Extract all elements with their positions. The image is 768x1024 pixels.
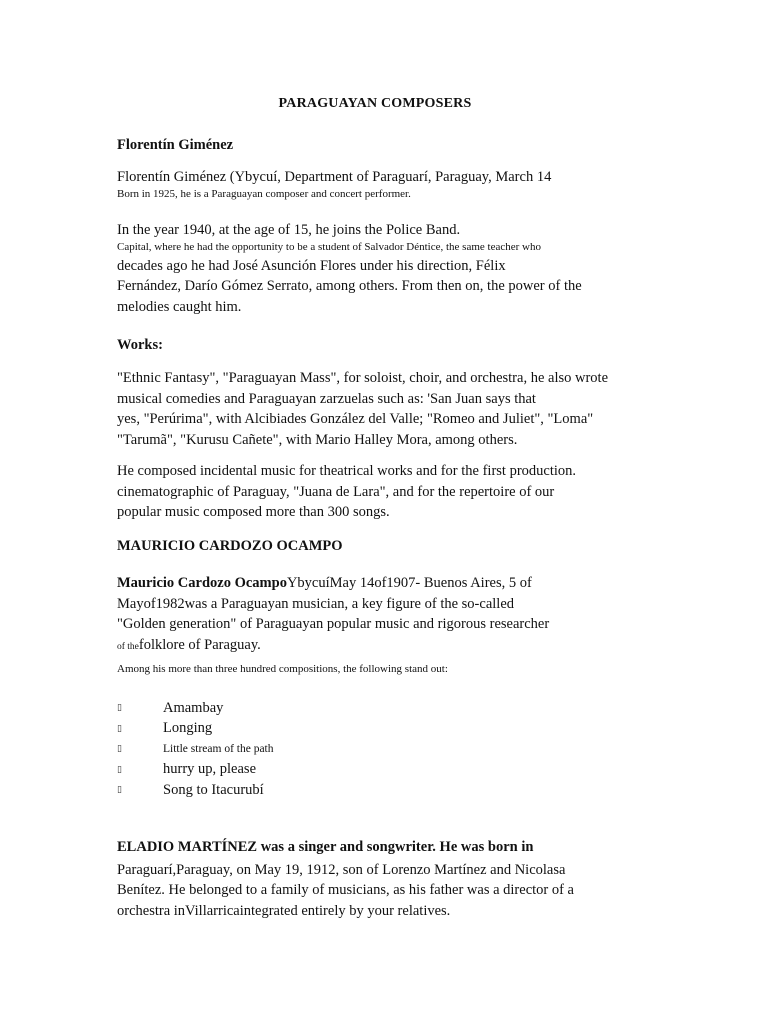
paragraph-mauricio-bio <box>117 573 657 657</box>
text-span: folklore of Paraguay. <box>138 636 261 653</box>
section-heading-mauricio <box>117 536 657 557</box>
heading-text: MAURICIO CARDOZO OCAMPO <box>117 538 343 554</box>
text-line: Benítez. He belonged to a family of musicians, as his father was a director of a <box>117 882 574 898</box>
text-line: Fernández, Darío Gómez Serrato, among others. From then on, the power of the <box>117 278 582 294</box>
paragraph-incidental-music <box>117 461 657 523</box>
list-item <box>117 719 517 740</box>
text-span: YbycuíMay 14of1907- Buenos Aires, 5 of <box>286 575 532 591</box>
text-line: ELADIO MARTÍNEZ was a singer and songwriter. He was born in <box>117 839 534 855</box>
text-line: Florentín Giménez (Ybycuí, Department of Paraguarí, Paraguay, March 14 <box>117 169 552 185</box>
text-line: He composed incidental music for theatrical works and for the first production. <box>117 463 577 479</box>
heading-text: Florentín Giménez <box>117 137 234 153</box>
list-item-text: Longing <box>163 720 213 737</box>
text-line: popular music composed more than 300 songs. <box>117 504 390 520</box>
list-item-text: hurry up, please <box>163 761 257 778</box>
text-line: "Golden generation" of Paraguayan popular music and rigorous researcher <box>117 616 550 632</box>
text-line <box>117 635 657 658</box>
text-line: "Tarumã", "Kurusu Cañete", with Mario Halley Mora, among others. <box>117 431 518 448</box>
paragraph-police-band <box>117 220 657 317</box>
list-item-text: Song to Itacurubí <box>163 781 264 798</box>
text-line: cinematographic of Paraguay, "Juana de Lara", and for the repertoire of our <box>117 483 555 500</box>
list-item <box>117 739 517 760</box>
page-title: PARAGUAYAN COMPOSERS <box>278 96 472 111</box>
bullet-icon: ▯ <box>117 703 122 714</box>
bullet-icon: ▯ <box>117 744 122 755</box>
text-line: musical comedies and Paraguayan zarzuelas such as: 'San Juan says that <box>117 390 536 407</box>
works-heading <box>117 335 657 356</box>
compositions-list <box>117 698 517 801</box>
paragraph-birth <box>117 167 657 203</box>
heading-text: Works: <box>117 337 163 353</box>
text-line: "Ethnic Fantasy", "Paraguayan Mass", for soloist, choir, and orchestra, he also wrote <box>117 370 609 386</box>
text-line <box>117 573 657 594</box>
text-line: melodies caught him. <box>117 298 242 315</box>
text-line: Paraguarí,Paraguay, on May 19, 1912, son of Lorenzo Martínez and Nicolasa <box>117 861 566 878</box>
text-line: Among his more than three hundred compositions, the following stand out: <box>117 663 448 675</box>
compositions-intro <box>117 660 657 678</box>
text-line: Capital, where he had the opportunity to be a student of Salvador Déntice, the same teacher who <box>117 240 541 253</box>
person-name: Mauricio Cardozo Ocampo <box>117 575 287 591</box>
text-line: In the year 1940, at the age of 15, he joins the Police Band. <box>117 222 461 238</box>
list-item-text: Little stream of the path <box>163 743 274 756</box>
bullet-icon: ▯ <box>117 785 122 796</box>
bullet-icon: ▯ <box>117 723 122 734</box>
list-item <box>117 698 517 719</box>
text-line: orchestra inVillarricaintegrated entirely by your relatives. <box>117 902 451 919</box>
bullet-icon: ▯ <box>117 764 122 775</box>
paragraph-eladio <box>117 837 657 921</box>
section-heading-florentin <box>117 135 657 156</box>
list-item <box>117 760 517 781</box>
list-item <box>117 780 517 801</box>
text-line: Born in 1925, he is a Paraguayan composer and concert performer. <box>117 187 411 200</box>
paragraph-works <box>117 368 657 450</box>
text-line: Mayof1982was a Paraguayan musician, a key figure of the so-called <box>117 595 515 612</box>
text-span-small: of the <box>117 641 139 652</box>
text-line: decades ago he had José Asunción Flores under his direction, Félix <box>117 257 506 274</box>
text-line: yes, "Perúrima", with Alcibiades González del Valle; "Romeo and Juliet", "Loma" <box>117 411 594 427</box>
list-item-text: Amambay <box>163 699 224 716</box>
